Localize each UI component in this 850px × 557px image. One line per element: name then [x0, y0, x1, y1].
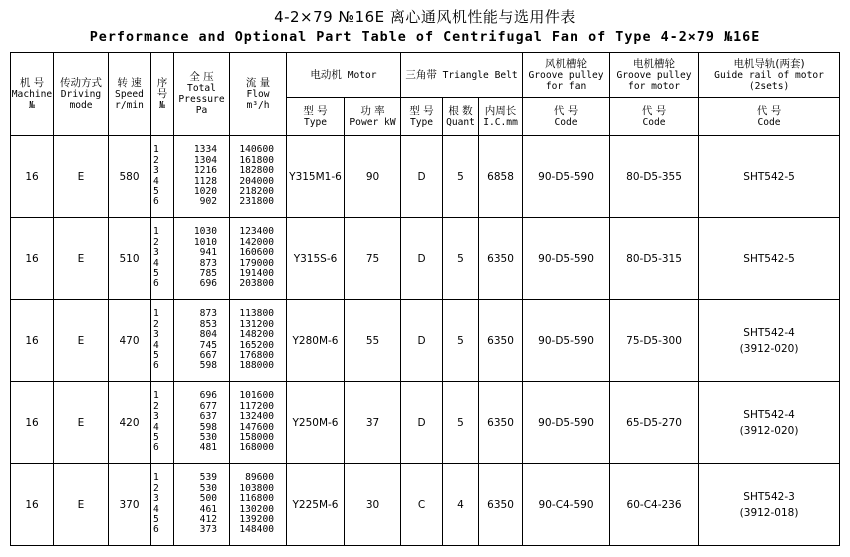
guide-rail-code-secondary: (3912-020): [739, 424, 799, 437]
cell-pressure-value: 1216: [193, 165, 217, 177]
cell-fan-pulley-code: 90-D5-590: [523, 382, 610, 464]
cell-pressure-value: 500: [199, 493, 217, 505]
cell-flow-value: 139200: [239, 513, 274, 525]
cell-guide-rail-code: [699, 136, 840, 218]
cell-flow-value: 203800: [239, 278, 274, 290]
cell-pressure: [174, 218, 230, 300]
cell-fan-pulley-code: 90-D5-590: [523, 218, 610, 300]
cell-flow: [230, 300, 287, 382]
header-belt-type: 型 号 Type: [401, 98, 443, 136]
cell-sequence-value: 5: [153, 431, 159, 443]
performance-table: [10, 52, 840, 546]
cell-belt-type: D: [401, 218, 443, 300]
cell-speed: 420: [109, 382, 151, 464]
page-title-english: Performance and Optional Part Table of Centrifugal Fan of Type 4-2×79 №16E: [89, 30, 761, 45]
cell-flow-value: 148400: [239, 524, 274, 536]
cell-pressure-value: 598: [199, 360, 217, 372]
cell-flow-value: 218200: [239, 185, 274, 197]
cell-flow-value: 130200: [239, 503, 274, 515]
cell-sequence-value: 5: [153, 185, 159, 197]
cell-pressure-value: 1128: [193, 175, 217, 187]
cell-sequence-value: 6: [153, 196, 159, 208]
cell-flow: [230, 136, 287, 218]
cell-flow-value: 132400: [239, 411, 274, 423]
header-motor-type: 型 号 Type: [287, 98, 345, 136]
header-sequence: 序 号 №: [151, 53, 174, 136]
header-belt-quantity: 根 数 Quant: [443, 98, 479, 136]
cell-fan-pulley-code: 90-D5-590: [523, 136, 610, 218]
cell-flow-value: 191400: [239, 267, 274, 279]
cell-belt-length: 6350: [479, 218, 523, 300]
cell-flow-value: 176800: [239, 349, 274, 361]
cell-sequence: [151, 300, 174, 382]
cell-pressure-value: 873: [199, 257, 217, 269]
cell-pressure-value: 530: [199, 482, 217, 494]
cell-pressure-value: 667: [199, 349, 217, 361]
cell-motor-pulley-code: 80-D5-355: [610, 136, 699, 218]
cell-belt-quantity: 5: [443, 136, 479, 218]
cell-flow-value: 103800: [239, 482, 274, 494]
cell-belt-type: C: [401, 464, 443, 546]
cell-pressure-value: 1030: [193, 226, 217, 238]
cell-sequence-value: 2: [153, 236, 159, 248]
cell-pressure-value: 745: [199, 339, 217, 351]
page-title-chinese: 4-2×79 №16E 离心通风机性能与选用件表: [274, 8, 576, 26]
cell-sequence-value: 4: [153, 421, 159, 433]
cell-sequence-value: 4: [153, 503, 159, 515]
cell-sequence-value: 4: [153, 339, 159, 351]
cell-pressure-value: 677: [199, 400, 217, 412]
cell-pressure-value: 598: [199, 421, 217, 433]
cell-motor-pulley-code: 75-D5-300: [610, 300, 699, 382]
cell-motor-power: 30: [345, 464, 401, 546]
cell-motor-power: 55: [345, 300, 401, 382]
cell-sequence-value: 1: [153, 308, 159, 320]
cell-pressure-value: 941: [199, 247, 217, 259]
header-motor-pulley-code: 代 号 Code: [610, 98, 699, 136]
header-motor-pulley: 电机槽轮 Groove pulley for motor: [610, 53, 699, 98]
cell-guide-rail-code: [699, 218, 840, 300]
header-machine: 机 号 Machine №: [11, 53, 54, 136]
cell-motor-type: Y315S-6: [287, 218, 345, 300]
cell-sequence-value: 2: [153, 482, 159, 494]
header-fan-pulley-code: 代 号 Code: [523, 98, 610, 136]
cell-pressure-value: 412: [199, 513, 217, 525]
cell-sequence-value: 5: [153, 513, 159, 525]
guide-rail-code-primary: SHT542-4: [743, 408, 795, 421]
cell-speed: 470: [109, 300, 151, 382]
cell-flow-value: 140600: [239, 144, 274, 156]
guide-rail-code-primary: SHT542-5: [743, 170, 795, 183]
header-driving-mode: 传动方式 Driving mode: [54, 53, 109, 136]
cell-flow-value: 142000: [239, 236, 274, 248]
cell-sequence-value: 1: [153, 390, 159, 402]
cell-flow-value: 168000: [239, 442, 274, 454]
cell-pressure-value: 1020: [193, 185, 217, 197]
cell-fan-pulley-code: 90-D5-590: [523, 300, 610, 382]
cell-pressure-value: 1304: [193, 154, 217, 166]
cell-flow-value: 148200: [239, 329, 274, 341]
header-motor-power: 功 率 Power kW: [345, 98, 401, 136]
cell-flow-value: 101600: [239, 390, 274, 402]
cell-pressure-value: 373: [199, 524, 217, 536]
cell-flow-value: 165200: [239, 339, 274, 351]
cell-belt-length: 6350: [479, 382, 523, 464]
cell-sequence-value: 3: [153, 329, 159, 341]
cell-pressure-value: 461: [199, 503, 217, 515]
header-total-pressure: 全 压 Total Pressure Pa: [174, 53, 230, 136]
cell-sequence-value: 2: [153, 154, 159, 166]
cell-sequence-value: 3: [153, 493, 159, 505]
cell-sequence-value: 2: [153, 318, 159, 330]
cell-sequence-value: 5: [153, 349, 159, 361]
cell-belt-quantity: 4: [443, 464, 479, 546]
cell-motor-pulley-code: 80-D5-315: [610, 218, 699, 300]
cell-pressure-value: 804: [199, 329, 217, 341]
cell-sequence: [151, 464, 174, 546]
cell-sequence-value: 6: [153, 442, 159, 454]
guide-rail-code-primary: SHT542-3: [743, 490, 795, 503]
cell-pressure-value: 853: [199, 318, 217, 330]
cell-flow-value: 231800: [239, 196, 274, 208]
header-motor: 电动机 Motor: [287, 53, 401, 98]
cell-sequence-value: 6: [153, 524, 159, 536]
cell-sequence-value: 2: [153, 400, 159, 412]
cell-flow-value: 147600: [239, 421, 274, 433]
guide-rail-code-primary: SHT542-5: [743, 252, 795, 265]
cell-pressure-value: 1010: [193, 236, 217, 248]
cell-pressure-value: 785: [199, 267, 217, 279]
cell-sequence-value: 3: [153, 247, 159, 259]
cell-belt-type: D: [401, 136, 443, 218]
cell-pressure-value: 873: [199, 308, 217, 320]
cell-flow-value: 161800: [239, 154, 274, 166]
cell-flow-value: 182800: [239, 165, 274, 177]
guide-rail-code-secondary: (3912-018): [739, 506, 799, 519]
cell-sequence-value: 1: [153, 226, 159, 238]
header-triangle-belt: 三角带 Triangle Belt: [401, 53, 523, 98]
cell-sequence-value: 4: [153, 257, 159, 269]
cell-sequence-value: 6: [153, 278, 159, 290]
cell-flow: [230, 382, 287, 464]
cell-pressure-value: 696: [199, 278, 217, 290]
cell-pressure: [174, 136, 230, 218]
cell-driving-mode: E: [54, 464, 109, 546]
header-guide-rail-code: 代 号 Code: [699, 98, 840, 136]
cell-pressure-value: 481: [199, 442, 217, 454]
cell-motor-type: Y315M1-6: [287, 136, 345, 218]
cell-guide-rail-code: [699, 300, 840, 382]
cell-flow-value: 117200: [239, 400, 274, 412]
cell-sequence-value: 6: [153, 360, 159, 372]
cell-belt-length: 6350: [479, 464, 523, 546]
cell-sequence-value: 3: [153, 165, 159, 177]
cell-guide-rail-code: [699, 382, 840, 464]
table-row: [11, 382, 840, 464]
header-row-1: [11, 53, 840, 98]
cell-flow-value: 179000: [239, 257, 274, 269]
cell-flow-value: 123400: [239, 226, 274, 238]
cell-flow-value: 131200: [239, 318, 274, 330]
cell-machine: 16: [11, 218, 54, 300]
cell-pressure: [174, 300, 230, 382]
cell-sequence-value: 1: [153, 472, 159, 484]
guide-rail-code-primary: SHT542-4: [743, 326, 795, 339]
header-flow: 流 量 Flow m³/h: [230, 53, 287, 136]
cell-flow-value: 188000: [239, 360, 274, 372]
cell-flow-value: 158000: [239, 431, 274, 443]
cell-pressure-value: 539: [199, 472, 217, 484]
cell-motor-pulley-code: 60-C4-236: [610, 464, 699, 546]
cell-fan-pulley-code: 90-C4-590: [523, 464, 610, 546]
cell-sequence: [151, 136, 174, 218]
cell-machine: 16: [11, 136, 54, 218]
cell-belt-length: 6350: [479, 300, 523, 382]
header-speed: 转 速 Speed r/min: [109, 53, 151, 136]
cell-flow-value: 89600: [245, 472, 274, 484]
cell-pressure-value: 530: [199, 431, 217, 443]
cell-flow-value: 204000: [239, 175, 274, 187]
cell-belt-type: D: [401, 300, 443, 382]
cell-motor-power: 90: [345, 136, 401, 218]
cell-motor-pulley-code: 65-D5-270: [610, 382, 699, 464]
cell-flow-value: 160600: [239, 247, 274, 259]
cell-pressure: [174, 382, 230, 464]
header-belt-length: 内周长 I.C.mm: [479, 98, 523, 136]
cell-machine: 16: [11, 300, 54, 382]
cell-sequence-value: 5: [153, 267, 159, 279]
cell-motor-type: Y280M-6: [287, 300, 345, 382]
cell-motor-power: 37: [345, 382, 401, 464]
cell-flow-value: 113800: [239, 308, 274, 320]
cell-pressure-value: 902: [199, 196, 217, 208]
cell-flow-value: 116800: [239, 493, 274, 505]
cell-machine: 16: [11, 382, 54, 464]
cell-driving-mode: E: [54, 136, 109, 218]
cell-driving-mode: E: [54, 300, 109, 382]
cell-sequence-value: 3: [153, 411, 159, 423]
table-row: [11, 464, 840, 546]
cell-sequence: [151, 382, 174, 464]
cell-pressure-value: 637: [199, 411, 217, 423]
cell-pressure-value: 1334: [193, 144, 217, 156]
header-fan-pulley: 风机槽轮 Groove pulley for fan: [523, 53, 610, 98]
cell-machine: 16: [11, 464, 54, 546]
guide-rail-code-secondary: (3912-020): [739, 342, 799, 355]
cell-flow: [230, 218, 287, 300]
cell-sequence: [151, 218, 174, 300]
header-guide-rail: 电机导轨(两套) Guide rail of motor (2sets): [699, 53, 840, 98]
cell-guide-rail-code: [699, 464, 840, 546]
cell-motor-power: 75: [345, 218, 401, 300]
table-row: [11, 218, 840, 300]
cell-flow: [230, 464, 287, 546]
cell-belt-quantity: 5: [443, 218, 479, 300]
cell-pressure: [174, 464, 230, 546]
cell-driving-mode: E: [54, 382, 109, 464]
cell-belt-type: D: [401, 382, 443, 464]
cell-belt-quantity: 5: [443, 300, 479, 382]
table-row: [11, 300, 840, 382]
cell-motor-type: Y225M-6: [287, 464, 345, 546]
cell-speed: 370: [109, 464, 151, 546]
cell-driving-mode: E: [54, 218, 109, 300]
cell-pressure-value: 696: [199, 390, 217, 402]
cell-speed: 580: [109, 136, 151, 218]
cell-speed: 510: [109, 218, 151, 300]
cell-sequence-value: 1: [153, 144, 159, 156]
table-row: [11, 136, 840, 218]
cell-belt-quantity: 5: [443, 382, 479, 464]
cell-sequence-value: 4: [153, 175, 159, 187]
cell-motor-type: Y250M-6: [287, 382, 345, 464]
cell-belt-length: 6858: [479, 136, 523, 218]
